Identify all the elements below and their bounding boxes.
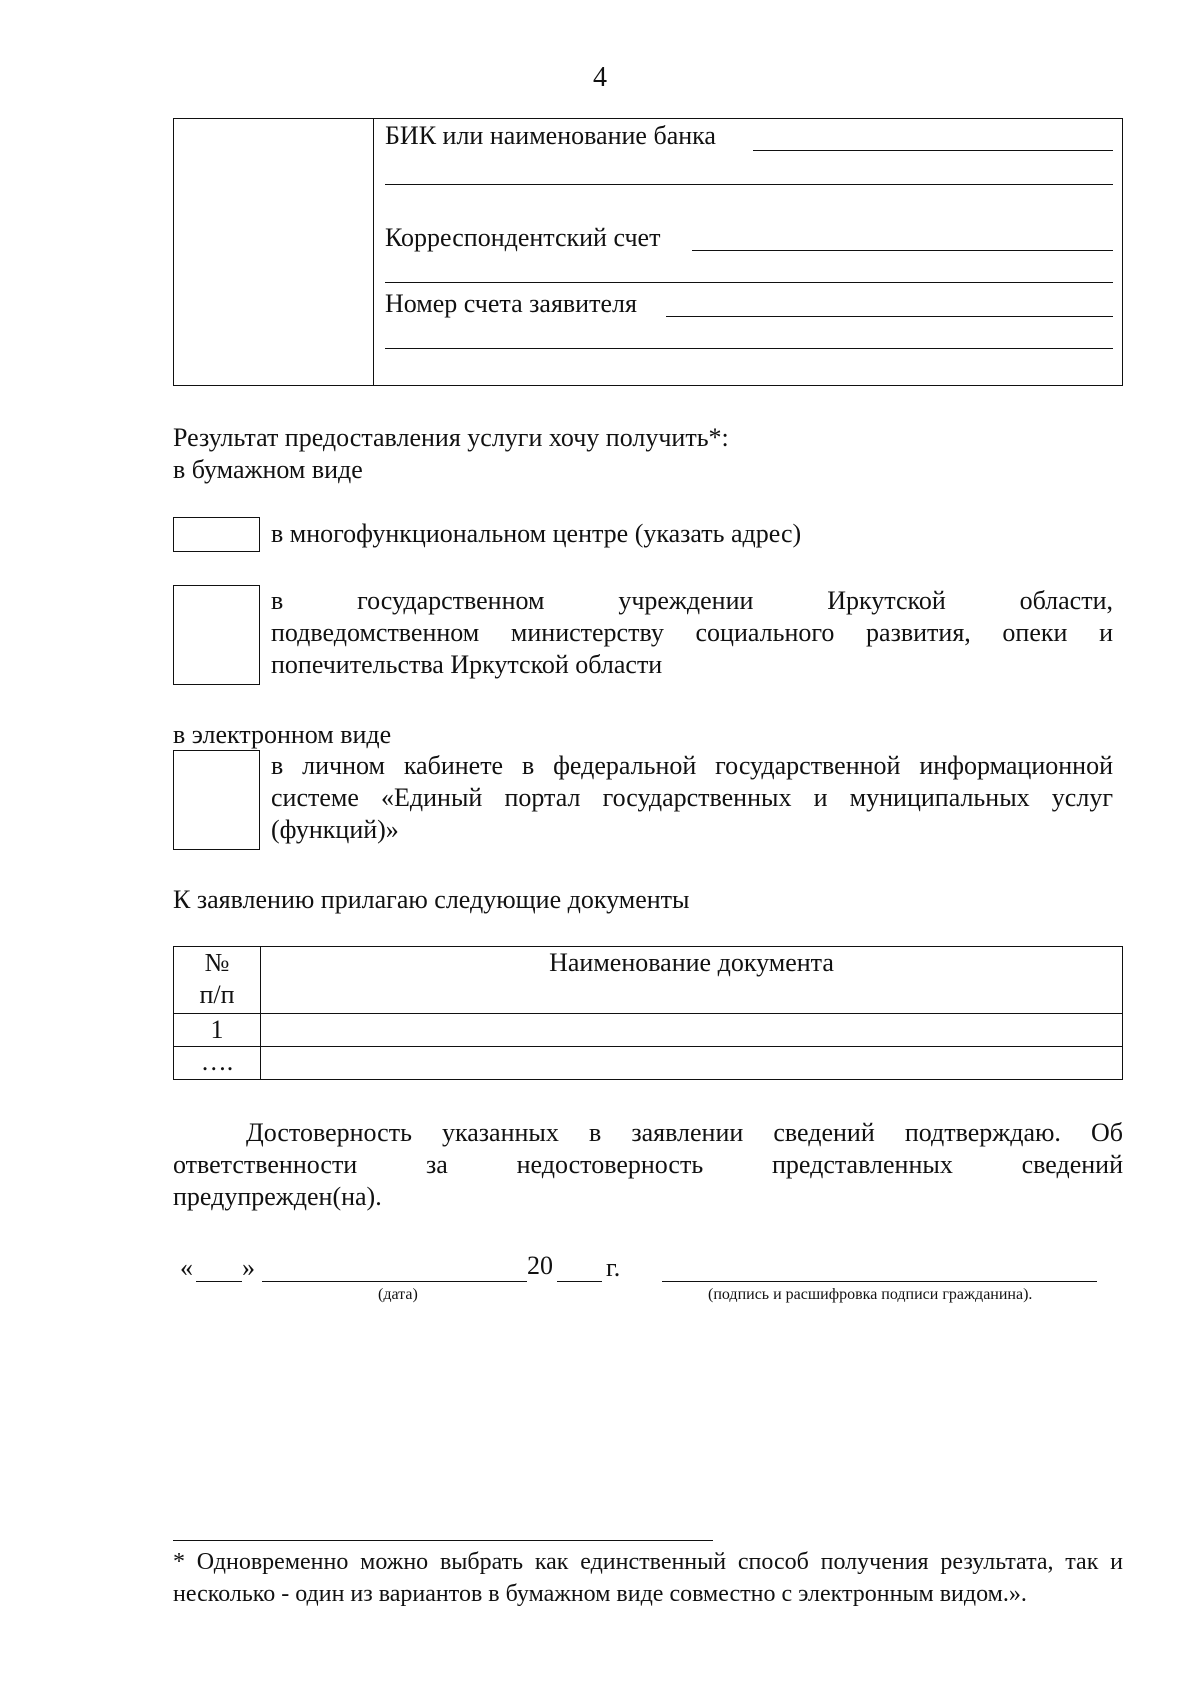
signature-input-line[interactable] bbox=[662, 1281, 1097, 1282]
year-input-line[interactable] bbox=[557, 1281, 602, 1282]
documents-table bbox=[173, 946, 1123, 1080]
date-close-quote: » bbox=[242, 1253, 255, 1282]
corr-account-input-line-2[interactable] bbox=[385, 282, 1113, 283]
bik-input-line[interactable] bbox=[753, 150, 1113, 151]
row-document-cell[interactable] bbox=[261, 1014, 1123, 1047]
year-prefix: 20 bbox=[527, 1251, 553, 1280]
col-no-line2: п/п bbox=[199, 980, 235, 1009]
account-input-line[interactable] bbox=[666, 316, 1113, 317]
option-gov-line1: в государственном учреждении Иркутской области, bbox=[271, 586, 1113, 615]
bik-label: БИК или наименование банка bbox=[385, 121, 716, 150]
option-gov-line3: попечительства Иркутской области bbox=[271, 650, 663, 679]
option-mfc-label: в многофункциональном центре (указать адрес) bbox=[271, 519, 802, 548]
corr-account-input-line[interactable] bbox=[692, 250, 1113, 251]
corr-account-label: Корреспондентский счет bbox=[385, 223, 661, 252]
row-document-cell[interactable] bbox=[261, 1047, 1123, 1080]
footnote-line2: несколько - один из вариантов в бумажном виде совместно с электронным видом.». bbox=[173, 1581, 1027, 1607]
table-row bbox=[174, 1014, 1123, 1047]
col-no-header bbox=[174, 947, 261, 1014]
confirmation-line1: Достоверность указанных в заявлении сведений подтверждаю. Об bbox=[246, 1118, 1123, 1147]
row-number: …. bbox=[174, 1047, 261, 1080]
year-suffix: г. bbox=[606, 1253, 621, 1282]
col-no-line1: № bbox=[204, 948, 230, 977]
account-label: Номер счета заявителя bbox=[385, 289, 637, 318]
confirmation-line2: ответственности за недостоверность представленных сведений bbox=[173, 1150, 1123, 1179]
documents-intro: К заявлению прилагаю следующие документы bbox=[173, 885, 690, 914]
bik-input-line-2[interactable] bbox=[385, 184, 1113, 185]
date-open-quote: « bbox=[180, 1253, 193, 1282]
col-name-header: Наименование документа bbox=[261, 947, 1123, 1014]
day-input-line[interactable] bbox=[196, 1281, 242, 1282]
option-gov-line2: подведомственном министерству социального развития, опеки и bbox=[271, 618, 1113, 647]
page-number: 4 bbox=[593, 62, 607, 93]
electronic-heading: в электронном виде bbox=[173, 720, 392, 749]
option-portal-line1: в личном кабинете в федеральной государственной информационной bbox=[271, 751, 1113, 780]
footnote-line1: * Одновременно можно выбрать как единственный способ получения результата, так и bbox=[173, 1549, 1123, 1575]
checkbox-gov-institution[interactable] bbox=[173, 585, 260, 685]
footnote-separator bbox=[173, 1540, 713, 1541]
checkbox-portal[interactable] bbox=[173, 750, 260, 850]
confirmation-line3: предупрежден(на). bbox=[173, 1182, 382, 1211]
checkbox-mfc[interactable] bbox=[173, 517, 260, 552]
signature-caption: (подпись и расшифровка подписи гражданина). bbox=[708, 1286, 1033, 1303]
row-number: 1 bbox=[174, 1014, 261, 1047]
table-header-row bbox=[174, 947, 1123, 1014]
table-row bbox=[174, 1047, 1123, 1080]
month-input-line[interactable] bbox=[262, 1281, 527, 1282]
option-portal-line2: системе «Единый портал государственных и муниципальных услуг bbox=[271, 783, 1113, 812]
bank-table-divider bbox=[373, 118, 374, 386]
paper-heading: в бумажном виде bbox=[173, 455, 363, 484]
account-input-line-2[interactable] bbox=[385, 348, 1113, 349]
date-caption: (дата) bbox=[378, 1286, 418, 1303]
option-portal-line3: (функций)» bbox=[271, 815, 399, 844]
result-heading: Результат предоставления услуги хочу получить*: bbox=[173, 423, 729, 452]
